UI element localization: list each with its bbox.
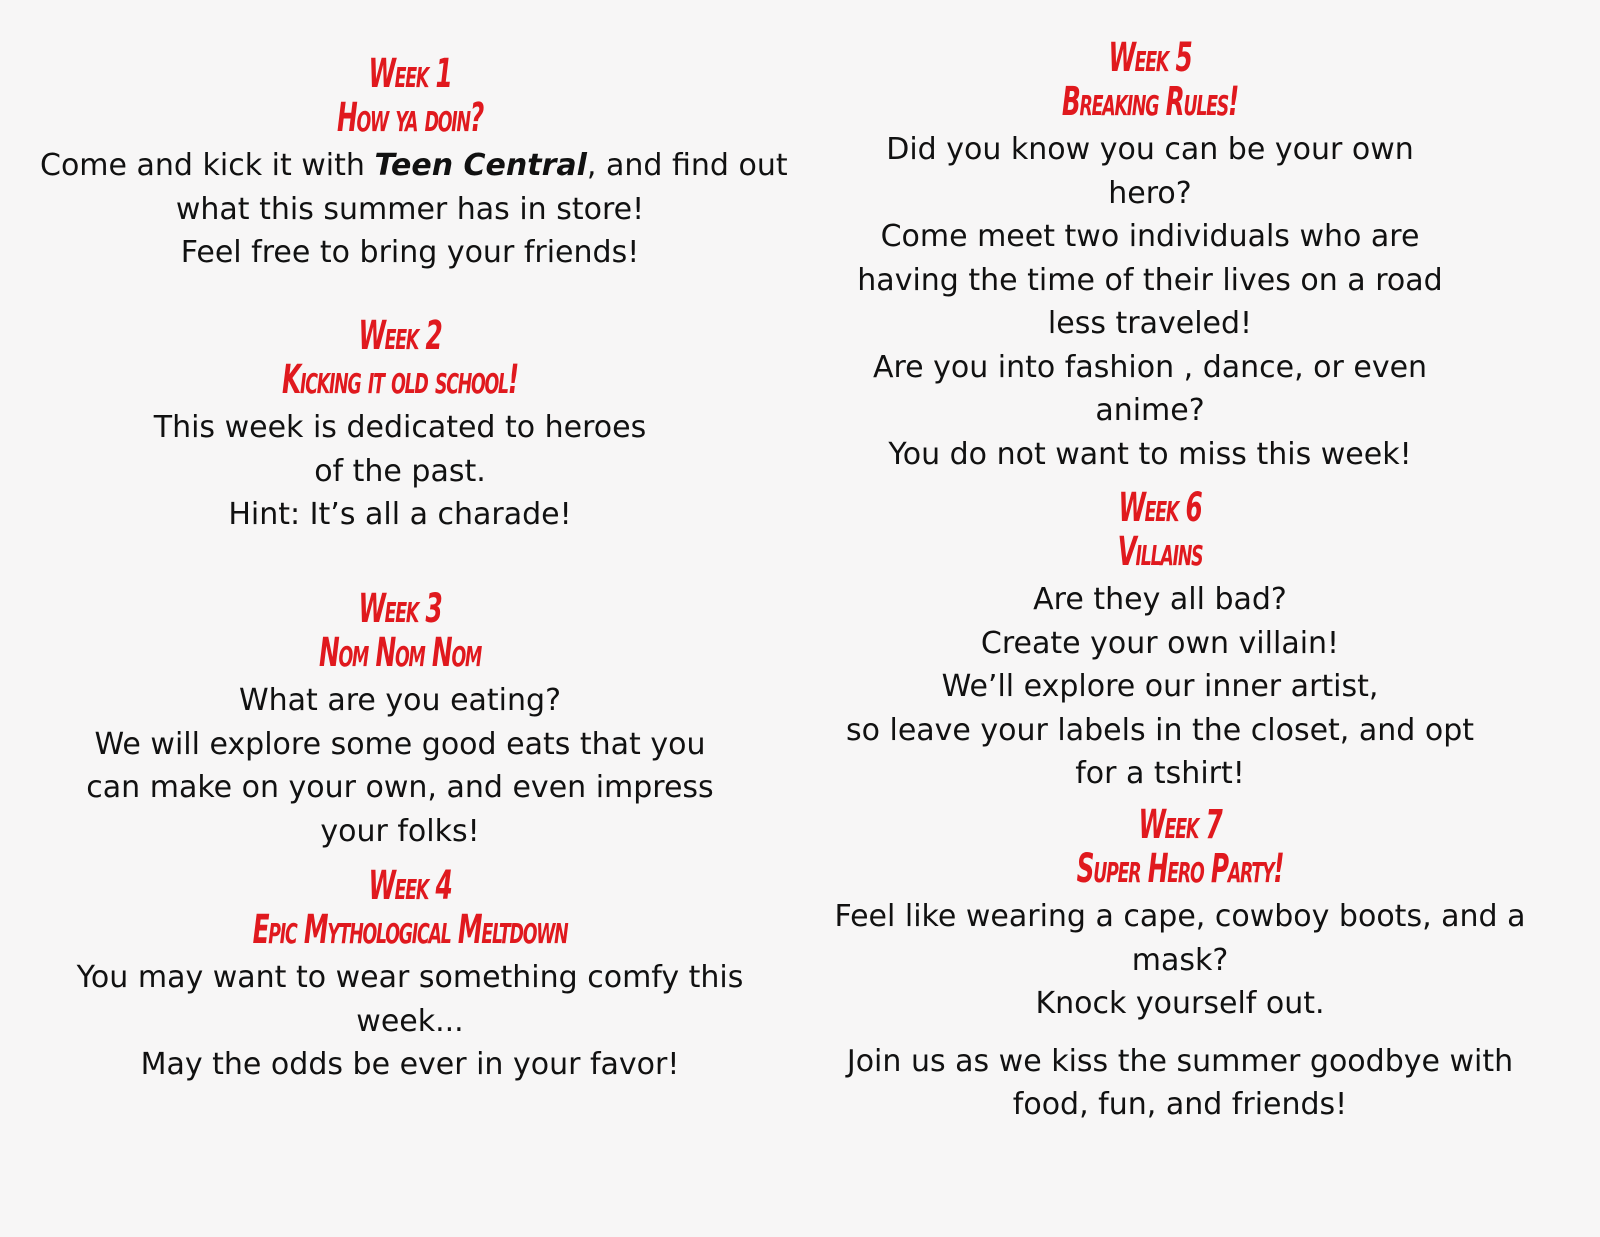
week-2-line-3: Hint: It’s all a charade! bbox=[228, 497, 572, 532]
week-1-label: Week 1 bbox=[368, 51, 452, 97]
week-6-line-3: We’ll explore our inner artist, bbox=[941, 669, 1379, 704]
week-6-line-2: Create your own villain! bbox=[980, 625, 1340, 661]
week-2-description bbox=[80, 406, 720, 537]
week-5-label: Week 5 bbox=[1108, 35, 1192, 81]
week-3-section bbox=[80, 587, 720, 853]
week-1-line-2: what this summer has in store! bbox=[175, 191, 645, 227]
week-2-line-2: of the past. bbox=[314, 453, 486, 489]
week-7-title: Super Hero Party! bbox=[1076, 846, 1284, 892]
week-4-line-1: You may want to wear something comfy this bbox=[76, 960, 744, 995]
week-1-line-1-post: , and find out bbox=[586, 148, 788, 183]
week-7-closing bbox=[800, 1040, 1560, 1127]
week-1-section bbox=[40, 51, 788, 275]
week-4-section bbox=[60, 864, 760, 1087]
week-6-line-5: for a tshirt! bbox=[1075, 756, 1245, 791]
week-6-label: Week 6 bbox=[1118, 485, 1202, 531]
week-7-closing-line-1: Join us as we kiss the summer goodbye with bbox=[846, 1043, 1514, 1079]
week-4-title: Epic Mythological Meltdown bbox=[252, 907, 568, 953]
week-7-line-1: Feel like wearing a cape, cowboy boots, and a bbox=[834, 899, 1526, 934]
week-3-line-4: your folks! bbox=[320, 813, 480, 849]
week-2-line-1: This week is dedicated to heroes bbox=[153, 410, 647, 445]
week-7-label: Week 7 bbox=[1138, 802, 1222, 848]
week-3-description bbox=[80, 679, 720, 853]
week-4-line-2: week... bbox=[356, 1003, 464, 1039]
week-1-line-1-pre: Come and kick it with bbox=[40, 148, 375, 183]
week-2-section bbox=[80, 314, 720, 537]
week-6-title: Villains bbox=[1117, 529, 1203, 575]
week-5-line-6: Are you into fashion , dance, or even bbox=[872, 349, 1428, 385]
week-4-description bbox=[60, 956, 760, 1087]
week-3-title: Nom Nom Nom bbox=[319, 630, 481, 676]
week-2-label: Week 2 bbox=[358, 313, 442, 359]
teen-central-emphasis: Teen Central bbox=[374, 148, 587, 183]
week-6-line-4: so leave your labels in the closet, and opt bbox=[845, 712, 1475, 748]
week-6-section bbox=[820, 486, 1500, 796]
week-5-line-8: You do not want to miss this week! bbox=[888, 436, 1412, 472]
week-5-title: Breaking Rules! bbox=[1061, 79, 1239, 125]
week-4-label: Week 4 bbox=[368, 863, 452, 909]
week-5-line-1: Did you know you can be your own bbox=[886, 132, 1414, 167]
week-5-line-2: hero? bbox=[1108, 175, 1192, 211]
week-5-line-5: less traveled! bbox=[1047, 306, 1253, 341]
week-1-title: How ya doin? bbox=[337, 95, 483, 141]
week-7-closing-line-2: food, fun, and friends! bbox=[1012, 1087, 1348, 1122]
week-1-line-1 bbox=[40, 144, 788, 188]
week-5-description bbox=[820, 128, 1480, 476]
week-7-description bbox=[800, 895, 1560, 1026]
week-2-title: Kicking it old school! bbox=[282, 357, 518, 403]
week-3-line-2: We will explore some good eats that you bbox=[94, 726, 706, 762]
week-6-line-1: Are they all bad? bbox=[1033, 582, 1287, 617]
week-5-line-4: having the time of their lives on a road bbox=[857, 262, 1443, 298]
week-4-line-3: May the odds be ever in your favor! bbox=[140, 1047, 680, 1082]
week-5-line-7: anime? bbox=[1095, 393, 1205, 428]
week-6-description bbox=[820, 578, 1500, 796]
week-7-line-2: mask? bbox=[1131, 942, 1229, 978]
week-1-line-3: Feel free to bring your friends! bbox=[180, 235, 640, 270]
week-3-line-1: What are you eating? bbox=[239, 683, 561, 718]
week-5-section bbox=[820, 36, 1480, 476]
week-1-description bbox=[40, 144, 788, 275]
week-5-line-3: Come meet two individuals who are bbox=[880, 219, 1420, 254]
week-3-label: Week 3 bbox=[358, 586, 442, 632]
week-3-line-3: can make on your own, and even impress bbox=[86, 770, 714, 805]
week-7-line-3: Knock yourself out. bbox=[1035, 986, 1325, 1021]
week-7-section bbox=[800, 803, 1560, 1127]
